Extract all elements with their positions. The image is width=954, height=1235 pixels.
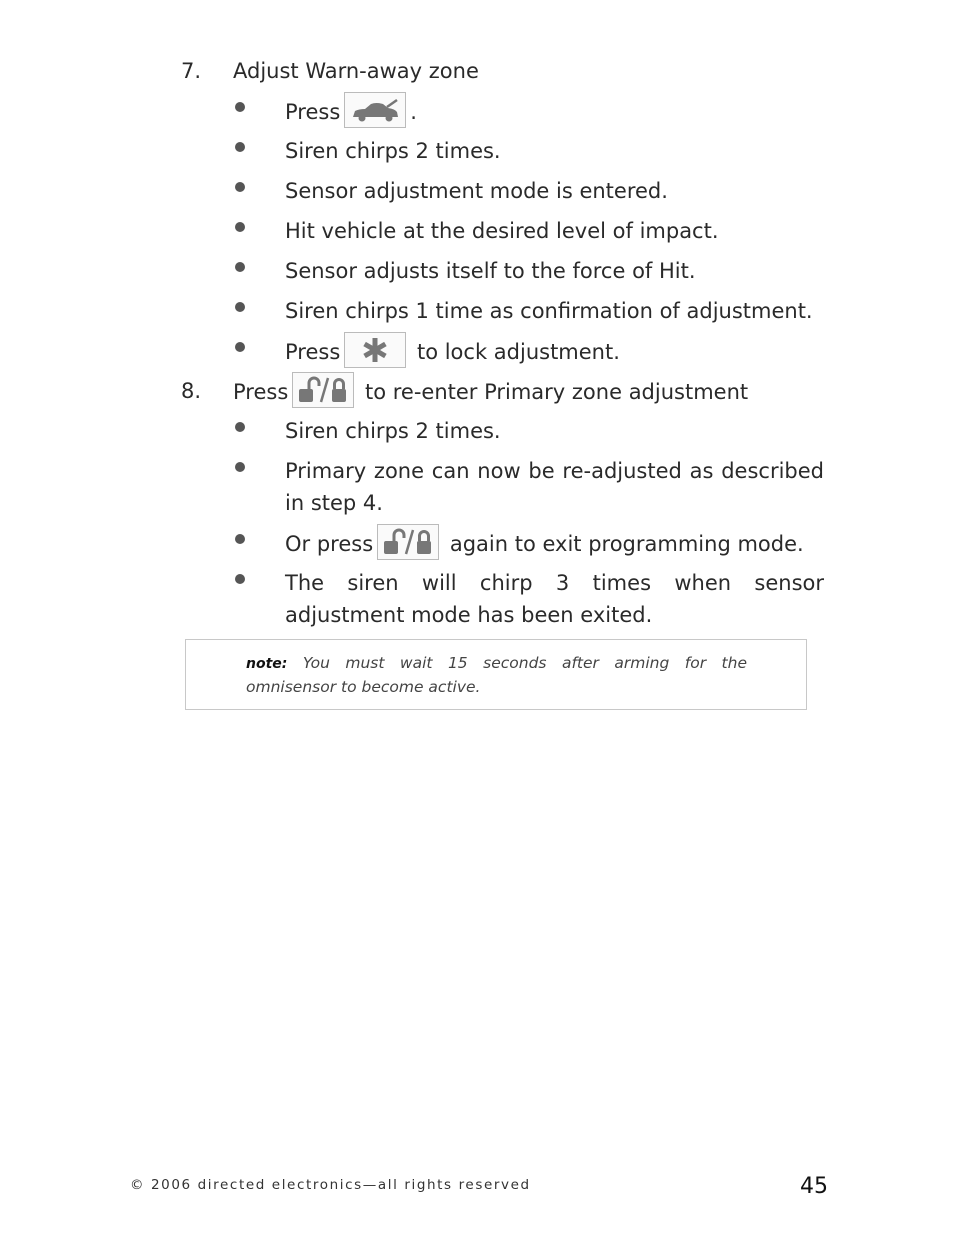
asterisk-icon	[344, 332, 406, 368]
note-body: You must wait 15 seconds after arming for the omnisensor to become active.	[246, 654, 747, 696]
note-text	[246, 652, 747, 699]
bullet	[235, 102, 245, 112]
item-text-after: .	[410, 100, 417, 124]
list-item: Primary zone can now be re-adjusted as described in step 4.	[285, 459, 824, 515]
step-8-title	[233, 375, 748, 411]
bullet	[235, 462, 245, 472]
list-item: Sensor adjustment mode is entered.	[285, 179, 668, 203]
bullet	[235, 574, 245, 584]
list-item: Siren chirps 2 times.	[285, 419, 501, 443]
bullet	[235, 422, 245, 432]
list-item: The siren will chirp 3 times when sensor adjustment mode has been exited.	[285, 571, 824, 627]
unlock-lock-icon	[292, 372, 354, 408]
step-8-number: 8.	[181, 379, 202, 403]
bullet	[235, 342, 245, 352]
step-7-number: 7.	[181, 59, 202, 83]
step-8-text-before: Press	[233, 380, 289, 404]
list-item: Hit vehicle at the desired level of impact.	[285, 219, 719, 243]
step-8-text-after: to re-enter Primary zone adjustment	[364, 380, 749, 404]
item-text-before: Or press	[285, 532, 374, 556]
list-item	[285, 95, 417, 131]
step-7-title: Adjust Warn-away zone	[233, 59, 479, 83]
bullet	[235, 182, 245, 192]
list-item: Siren chirps 2 times.	[285, 139, 501, 163]
note-box	[185, 639, 807, 710]
bullet	[235, 302, 245, 312]
bullet	[235, 534, 245, 544]
item-text-after: again to exit programming mode.	[449, 532, 804, 556]
item-text-after: to lock adjustment.	[416, 340, 620, 364]
copyright: © 2006 directed electronics—all rights reserved	[130, 1177, 531, 1193]
unlock-lock-icon	[377, 524, 439, 560]
page-number: 45	[800, 1174, 828, 1199]
item-text-before: Press	[285, 100, 341, 124]
car-trunk-icon	[344, 92, 406, 128]
bullet	[235, 222, 245, 232]
list-item: Sensor adjusts itself to the force of Hit.	[285, 259, 696, 283]
note-label: note:	[246, 656, 288, 672]
list-item	[285, 335, 620, 371]
bullet	[235, 142, 245, 152]
list-item	[285, 527, 804, 563]
bullet	[235, 262, 245, 272]
item-text-before: Press	[285, 340, 341, 364]
list-item: Siren chirps 1 time as confirmation of adjustment.	[285, 299, 813, 323]
